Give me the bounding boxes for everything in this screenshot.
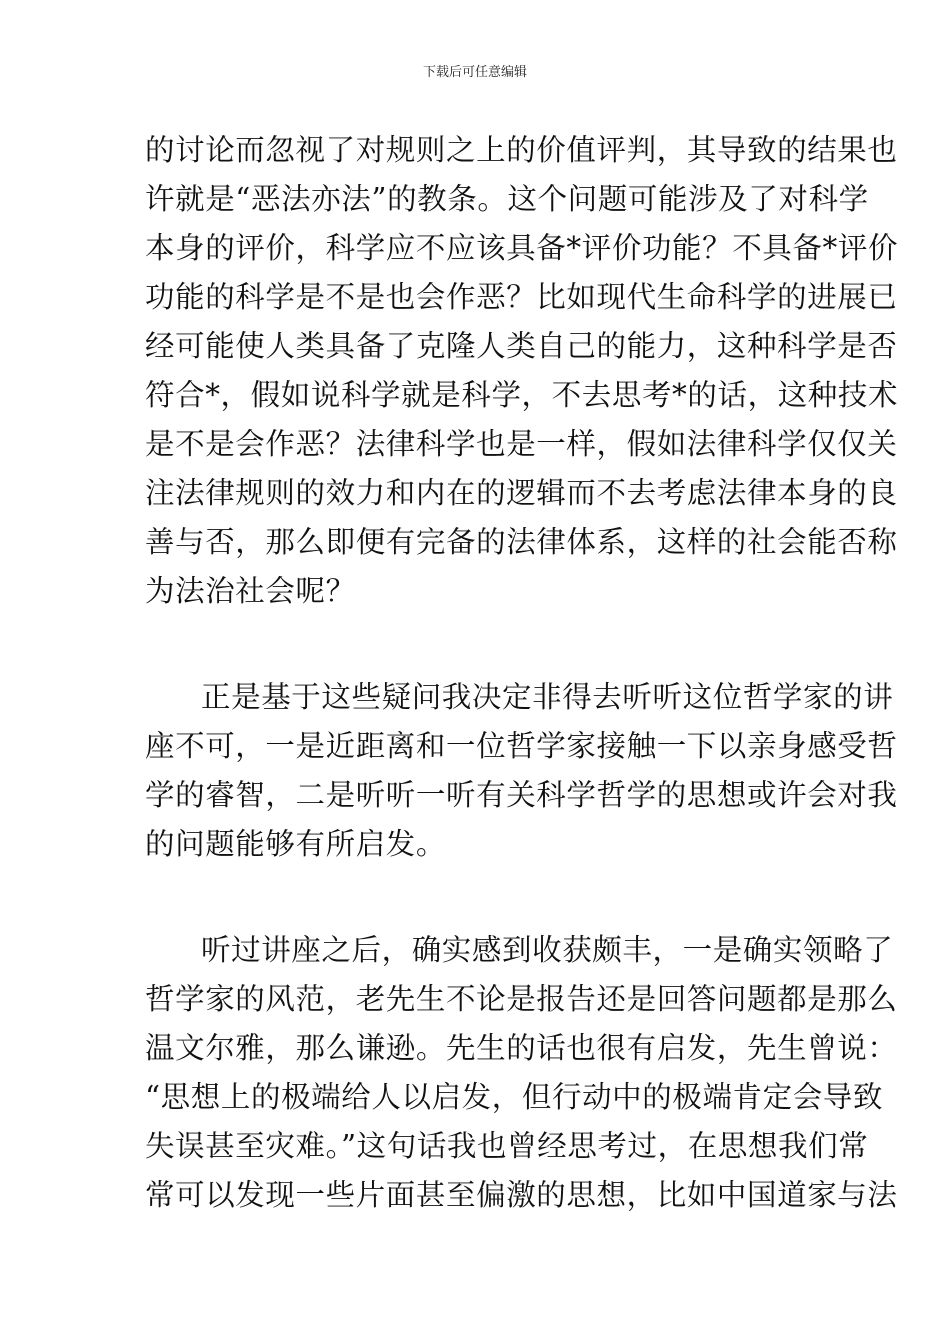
- paragraph-spacer: [145, 869, 810, 926]
- text-line: 本身的评价，科学应不应该具备*评价功能？不具备*评价: [145, 231, 899, 265]
- text-line: 符合*，假如说科学就是科学，不去思考*的话，这种技术: [145, 378, 899, 412]
- text-line: 哲学家的风范，老先生不论是报告还是回答问题都是那么: [145, 982, 898, 1016]
- paragraph-3: [145, 926, 898, 1220]
- text-line: 常可以发现一些片面甚至偏激的思想，比如中国道家与法: [145, 1178, 898, 1212]
- paragraph-1: [145, 126, 899, 616]
- text-line: 温文尔雅，那么谦逊。先生的话也很有启发，先生曾说：: [145, 1031, 898, 1065]
- document-body: [145, 126, 899, 1220]
- text-line: 善与否，那么即便有完备的法律体系，这样的社会能否称: [145, 525, 898, 559]
- text-line: 座不可，一是近距离和一位哲学家接触一下以亲身感受哲: [145, 729, 898, 763]
- text-line: 正是基于这些疑问我决定非得去听听这位哲学家的讲: [201, 680, 894, 714]
- text-line: 失误甚至灾难。”这句话我也曾经思考过，在思想我们常: [145, 1129, 869, 1163]
- text-line: 是不是会作恶？法律科学也是一样，假如法律科学仅仅关: [145, 427, 898, 461]
- page-header: 下载后可任意编辑: [422, 65, 527, 80]
- text-line: 的讨论而忽视了对规则之上的价值评判，其导致的结果也: [145, 133, 898, 167]
- text-line: 注法律规则的效力和内在的逻辑而不去考虑法律本身的良: [145, 476, 898, 510]
- paragraph-spacer: [145, 616, 810, 673]
- text-line: 经可能使人类具备了克隆人类自己的能力，这种科学是否: [145, 329, 898, 363]
- text-line: 听过讲座之后，确实感到收获颇丰，一是确实领略了: [201, 933, 894, 967]
- text-line: 的问题能够有所启发。: [145, 827, 447, 861]
- text-line: 学的睿智，二是听听一听有关科学哲学的思想或许会对我: [145, 778, 898, 812]
- text-line: 功能的科学是不是也会作恶？比如现代生命科学的进展已: [145, 280, 898, 314]
- text-line: 许就是“恶法亦法”的教条。这个问题可能涉及了对科学: [145, 182, 869, 216]
- text-line: “思想上的极端给人以启发，但行动中的极端肯定会导致: [145, 1080, 884, 1114]
- text-line: 为法治社会呢？: [145, 574, 356, 608]
- paragraph-2: [145, 673, 898, 869]
